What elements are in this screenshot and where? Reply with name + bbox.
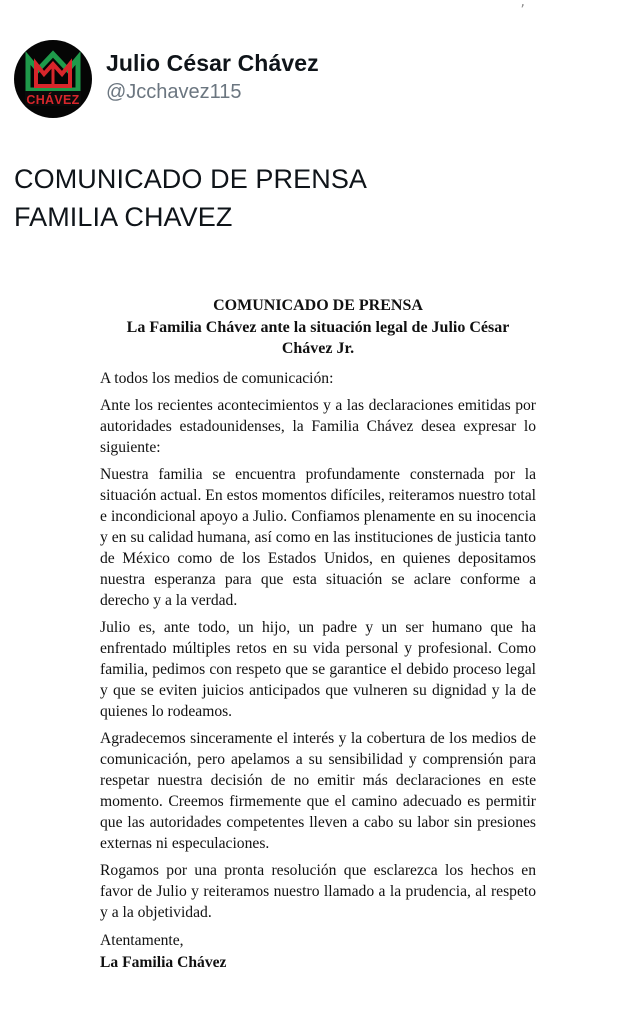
tweet-author-header — [14, 40, 319, 118]
author-names — [106, 50, 319, 104]
document-paragraph: Rogamos por una pronta resolución que esclarezca los hechos en favor de Julio y reiteramos nuestro llamado a la prudencia, al respeto y a la objetividad. — [100, 862, 536, 921]
attached-document-image[interactable] — [100, 296, 536, 973]
document-paragraph: Nuestra familia se encuentra profundamente consternada por la situación actual. En estos momentos difíciles, reiteramos nuestro total e incondicional apoyo a Julio. Confiamos plenamente en su inocencia y en su calidad humana, así como en las instituciones de justicia tanto de México como de los Estados Unidos, en quienes depositamos nuestra esperanza para que esta situación se aclare conforme a derecho y a la verdad. — [100, 466, 536, 609]
document-paragraph: Ante los recientes acontecimientos y a las declaraciones emitidas por autoridades estadounidenses, la Familia Chávez desea expresar lo siguiente: — [100, 397, 536, 456]
display-name[interactable]: Julio César Chávez — [106, 50, 319, 76]
avatar-text: CHÁVEZ — [26, 93, 80, 107]
document-signature: La Familia Chávez — [100, 954, 227, 971]
document-closing: Atentamente, — [100, 932, 184, 949]
document-title: COMUNICADO DE PRENSA — [213, 297, 423, 314]
tweet-line: COMUNICADO DE PRENSA — [14, 164, 368, 194]
tweet-text — [14, 160, 367, 236]
document-greeting: A todos los medios de comunicación: — [100, 370, 334, 387]
tweet-line: FAMILIA CHAVEZ — [14, 202, 233, 232]
top-edge-glyph: , — [520, 0, 525, 10]
document-subtitle: La Familia Chávez ante la situación legal de Julio César Chávez Jr. — [126, 319, 510, 357]
document-paragraph: Agradecemos sinceramente el interés y la cobertura de los medios de comunicación, pero apelamos a su sensibilidad y comprensión para respetar nuestra decisión de no emitir más declaraciones en este momento. Creemos firmemente que el camino adecuado es permitir que las autoridades competentes lleven a cabo su labor sin presiones externas ni especulaciones. — [100, 730, 536, 852]
avatar[interactable] — [14, 40, 92, 118]
document-paragraph: Julio es, ante todo, un hijo, un padre y un ser humano que ha enfrentado múltiples retos en su vida personal y profesional. Como familia, pedimos con respeto que se garantice el debido proceso legal y que se eviten juicios anticipados que vulneren su dignidad y la de quienes lo rodeamos. — [100, 619, 536, 720]
user-handle[interactable]: @Jcchavez115 — [106, 81, 242, 103]
